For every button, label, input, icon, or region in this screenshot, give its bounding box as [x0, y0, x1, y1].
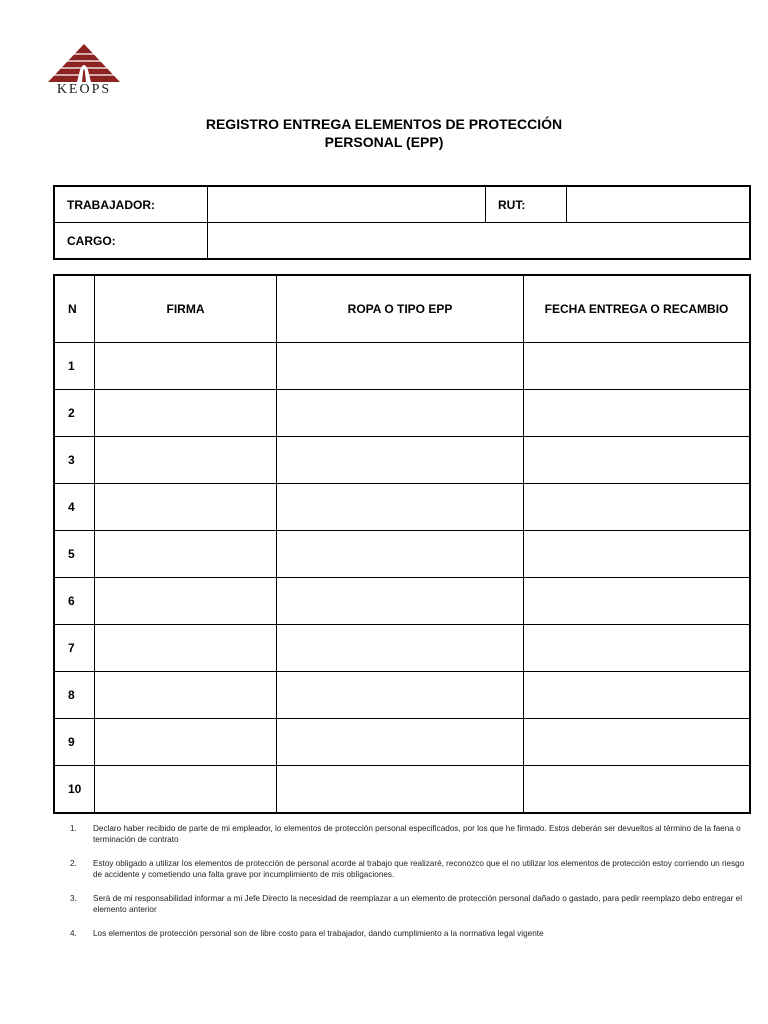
table-row: [54, 437, 750, 484]
table-row: [54, 343, 750, 390]
table-row: [54, 390, 750, 437]
note-text: Estoy obligado a utilizar los elementos de protección de personal acorde al trabajo que realizaré, reconozco que el no utilizar los elementos de protección estoy corriendo un riesgo de accidente y cometiendo una falta grave por incumplimiento de mis obligaciones.: [93, 859, 745, 879]
note-text: Declaro haber recibido de parte de mi empleador, lo elementos de protección personal especificados, por los que he firmado. Estos deberán ser devueltos al término de la faena o terminación de contrato: [93, 824, 741, 844]
table-row: [54, 672, 750, 719]
note-number: 4.: [70, 929, 77, 938]
fecha-cell[interactable]: [524, 484, 751, 531]
row-number: 3: [54, 437, 95, 484]
row-number: 5: [54, 531, 95, 578]
fecha-cell[interactable]: [524, 766, 751, 814]
firma-cell[interactable]: [95, 578, 277, 625]
fecha-cell[interactable]: [524, 578, 751, 625]
logo-text: KEOPS: [56, 82, 112, 97]
rut-label: RUT:: [486, 186, 567, 223]
title-line-2: PERSONAL (EPP): [324, 134, 444, 150]
note-item: [70, 858, 750, 880]
table-row: [54, 766, 750, 814]
header-fecha: FECHA ENTREGA O RECAMBIO: [524, 275, 751, 343]
fecha-cell[interactable]: [524, 625, 751, 672]
note-number: 2.: [70, 859, 77, 868]
table-row: [54, 578, 750, 625]
ropa-epp-cell[interactable]: [277, 390, 524, 437]
row-number: 6: [54, 578, 95, 625]
title-line-1: REGISTRO ENTREGA ELEMENTOS DE PROTECCIÓN: [205, 116, 563, 132]
row-number: 9: [54, 719, 95, 766]
table-row: [54, 484, 750, 531]
fecha-cell[interactable]: [524, 531, 751, 578]
document-title: [0, 115, 768, 151]
ropa-epp-cell[interactable]: [277, 578, 524, 625]
header-ropa-epp: ROPA O TIPO EPP: [277, 275, 524, 343]
firma-cell[interactable]: [95, 390, 277, 437]
rut-field[interactable]: [567, 186, 751, 223]
ropa-epp-cell[interactable]: [277, 672, 524, 719]
note-text: Será de mi responsabilidad informar a mi Jefe Directo la necesidad de reemplazar a un elemento de protección personal dañado o gastado, para pedir reemplazo debo entregar el elemento anterior: [93, 894, 743, 914]
firma-cell[interactable]: [95, 531, 277, 578]
firma-cell[interactable]: [95, 719, 277, 766]
fecha-cell[interactable]: [524, 437, 751, 484]
table-row: [54, 719, 750, 766]
note-item: [70, 823, 750, 845]
ropa-epp-cell[interactable]: [277, 719, 524, 766]
note-item: [70, 928, 750, 939]
table-row: [54, 531, 750, 578]
ropa-epp-cell[interactable]: [277, 531, 524, 578]
ropa-epp-cell[interactable]: [277, 766, 524, 814]
table-row: [54, 625, 750, 672]
row-number: 7: [54, 625, 95, 672]
trabajador-field[interactable]: [208, 186, 486, 223]
worker-info-table: [53, 185, 751, 260]
row-number: 8: [54, 672, 95, 719]
ropa-epp-cell[interactable]: [277, 484, 524, 531]
row-number: 4: [54, 484, 95, 531]
fecha-cell[interactable]: [524, 390, 751, 437]
cargo-label: CARGO:: [54, 223, 208, 260]
header-n: N: [54, 275, 95, 343]
ropa-epp-cell[interactable]: [277, 437, 524, 484]
row-number: 10: [54, 766, 95, 814]
firma-cell[interactable]: [95, 484, 277, 531]
keops-logo: [46, 42, 122, 100]
firma-cell[interactable]: [95, 625, 277, 672]
firma-cell[interactable]: [95, 672, 277, 719]
fecha-cell[interactable]: [524, 343, 751, 390]
note-text: Los elementos de protección personal son de libre costo para el trabajador, dando cumplimiento a la normativa legal vigente: [93, 929, 544, 938]
epp-delivery-table: [53, 274, 751, 814]
ropa-epp-cell[interactable]: [277, 625, 524, 672]
fecha-cell[interactable]: [524, 719, 751, 766]
pyramid-icon: [46, 42, 122, 84]
fecha-cell[interactable]: [524, 672, 751, 719]
note-item: [70, 893, 750, 915]
firma-cell[interactable]: [95, 437, 277, 484]
table-header-row: [54, 275, 750, 343]
row-number: 2: [54, 390, 95, 437]
firma-cell[interactable]: [95, 343, 277, 390]
row-number: 1: [54, 343, 95, 390]
declaration-notes: [70, 823, 750, 952]
cargo-field[interactable]: [208, 223, 751, 260]
note-number: 1.: [70, 824, 77, 833]
note-number: 3.: [70, 894, 77, 903]
header-firma: FIRMA: [95, 275, 277, 343]
trabajador-label: TRABAJADOR:: [54, 186, 208, 223]
firma-cell[interactable]: [95, 766, 277, 814]
ropa-epp-cell[interactable]: [277, 343, 524, 390]
